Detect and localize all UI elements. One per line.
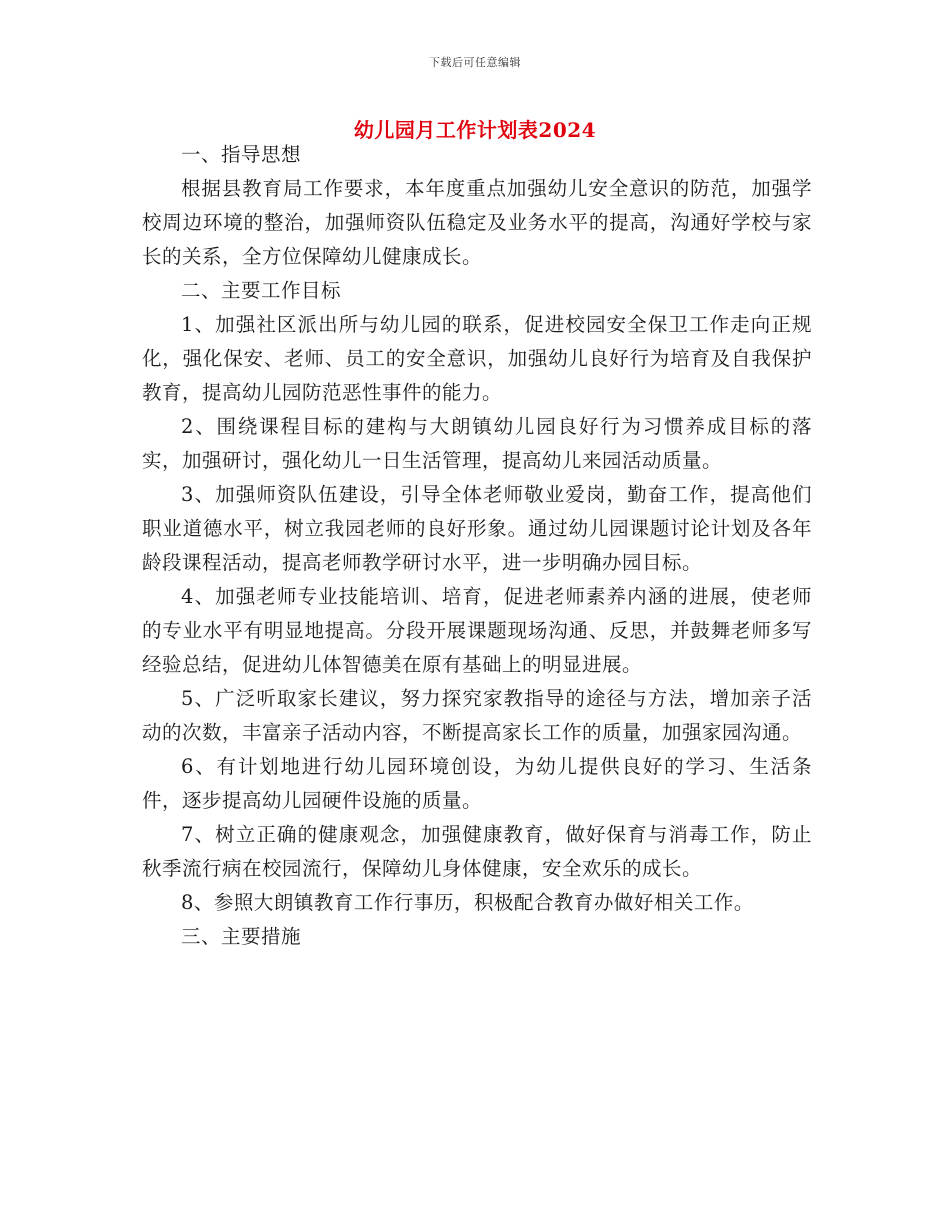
- goal-item-8: 8、参照大朗镇教育工作行事历，积极配合教育办做好相关工作。: [181, 891, 754, 914]
- goal-item-2: 2、围绕课程目标的建构与大朗镇幼儿园良好行为习惯养成目标的落实，加强研讨，强化幼儿一日生活管理，提高幼儿来园活动质量。: [142, 415, 812, 472]
- goal-item-7: 7、树立正确的健康观念，加强健康教育，做好保育与消毒工作，防止秋季流行病在校园流行，保障幼儿身体健康，安全欢乐的成长。: [142, 823, 812, 880]
- goal-item-6: 6、有计划地进行幼儿园环境创设，为幼儿提供良好的学习、生活条件，逐步提高幼儿园硬件设施的质量。: [142, 755, 812, 812]
- goal-item-4: 4、加强老师专业技能培训、培育，促进老师素养内涵的进展，使老师的专业水平有明显地提高。分段开展课题现场沟通、反思，并鼓舞老师多写经验总结，促进幼儿体智德美在原有基础上的明显进展。: [142, 585, 812, 676]
- goal-item-3: 3、加强师资队伍建设，引导全体老师敬业爱岗，勤奋工作，提高他们职业道德水平，树立我园老师的良好形象。通过幼儿园课题讨论计划及各年龄段课程活动，提高老师教学研讨水平，进一步明确办园目标。: [142, 483, 812, 574]
- paragraph-guiding-ideology: 根据县教育局工作要求，本年度重点加强幼儿安全意识的防范，加强学校周边环境的整治，加强师资队伍稳定及业务水平的提高，沟通好学校与家长的关系，全方位保障幼儿健康成长。: [142, 177, 812, 268]
- goal-item-5: 5、广泛听取家长建议，努力探究家教指导的途径与方法，增加亲子活动的次数，丰富亲子活动内容，不断提高家长工作的质量，加强家园沟通。: [142, 687, 812, 744]
- section-heading-main-goals: 二、主要工作目标: [181, 279, 342, 302]
- document-title: 幼儿园月工作计划表2024: [353, 118, 597, 142]
- header-note: 下载后可任意编辑: [429, 56, 521, 69]
- section-heading-main-measures: 三、主要措施: [181, 925, 302, 948]
- goal-item-1: 1、加强社区派出所与幼儿园的联系，促进校园安全保卫工作走向正规化，强化保安、老师、员工的安全意识，加强幼儿良好行为培育及自我保护教育，提高幼儿园防范恶性事件的能力。: [142, 313, 812, 404]
- document-body: [142, 138, 812, 954]
- section-heading-guiding-ideology: 一、指导思想: [181, 143, 302, 166]
